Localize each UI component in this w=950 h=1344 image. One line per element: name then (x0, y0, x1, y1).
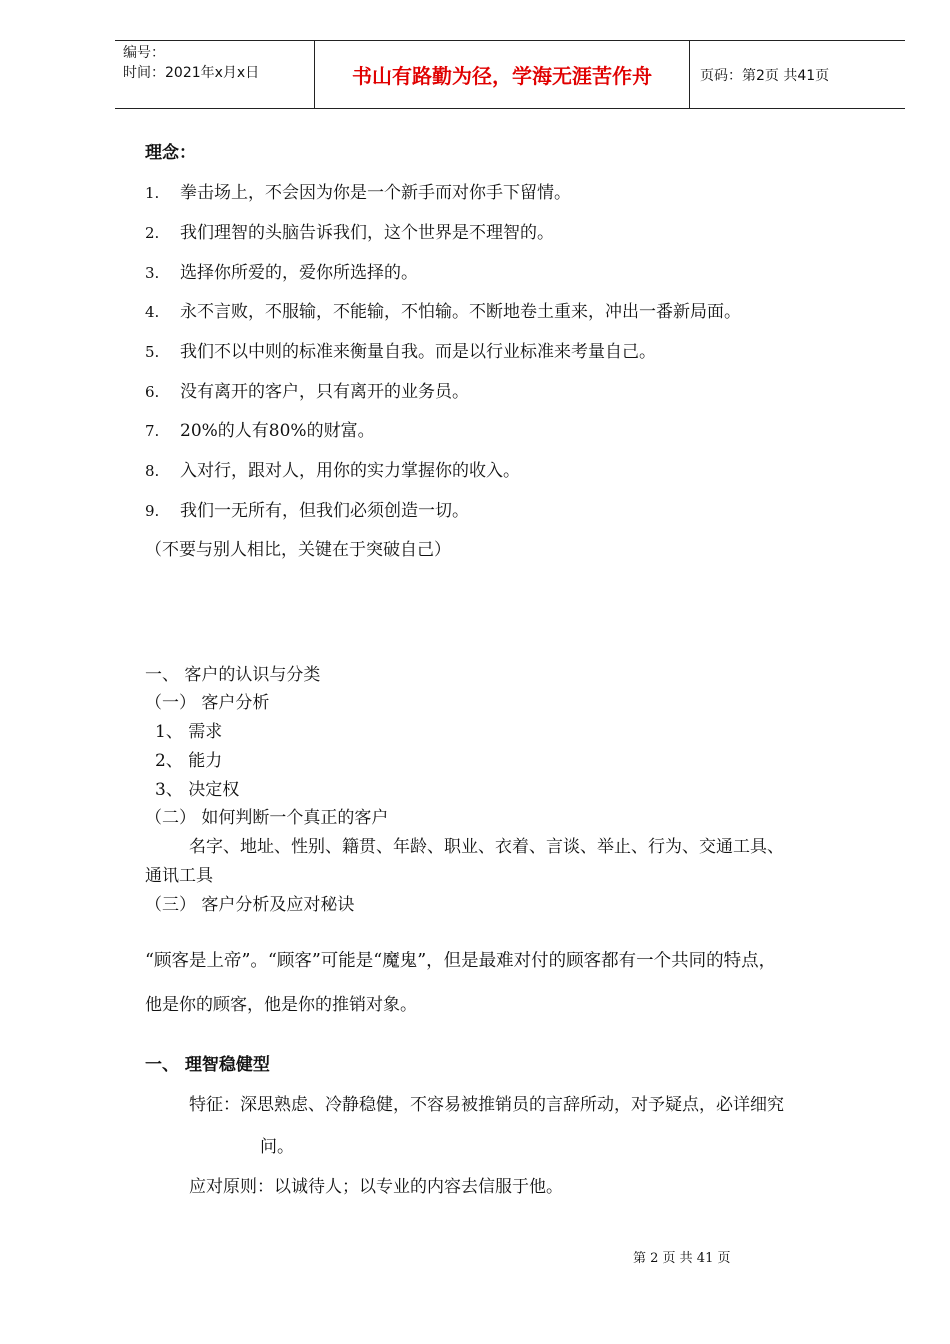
subsection-heading: （一） 客户分析 (145, 693, 270, 713)
header-time: 时间：2021年x月x日 (123, 65, 260, 81)
header-motto: 书山有路勤为径，学海无涯苦作舟 (315, 41, 690, 108)
list-item: 1. 拳击场上，不会因为你是一个新手而对你手下留情。 (145, 183, 571, 203)
list-item: 2、 能力 (155, 751, 223, 771)
header-meta (115, 41, 315, 108)
page-footer: 第 2 页 共 41 页 (633, 1251, 731, 1266)
subsection-heading: （三） 客户分析及应对秘诀 (145, 895, 355, 915)
list-item: 1、 需求 (155, 722, 223, 742)
paragraph-line: 应对原则：以诚待人；以专业的内容去信服于他。 (189, 1177, 563, 1197)
subsection-heading: （二） 如何判断一个真正的客户 (145, 808, 389, 828)
page-header (115, 40, 905, 109)
paragraph-line: 通讯工具 (145, 866, 213, 886)
paragraph-line: 问。 (260, 1137, 294, 1157)
header-page: 页码：第2页 共41页 (700, 67, 830, 84)
list-item: 8. 入对行，跟对人，用你的实力掌握你的收入。 (145, 461, 520, 481)
paragraph-line: “顾客是上帝”。“顾客”可能是“魔鬼”，但是最难对付的顾客都有一个共同的特点， (145, 951, 777, 971)
list-item: 3. 选择你所爱的，爱你所选择的。 (145, 263, 418, 283)
paragraph-line: 他是你的顾客，他是你的推销对象。 (145, 995, 417, 1015)
list-item: 9. 我们一无所有，但我们必须创造一切。 (145, 501, 469, 521)
list-item: 4. 永不言败，不服输，不能输，不怕输。不断地卷土重来，冲出一番新局面。 (145, 302, 741, 322)
list-item: 2. 我们理智的头脑告诉我们，这个世界是不理智的。 (145, 223, 554, 243)
list-item: 7. 20%的人有80%的财富。 (145, 421, 375, 441)
philosophy-title: 理念： (145, 143, 196, 163)
header-number: 编号： (123, 45, 165, 61)
type-heading: 一、 理智稳健型 (145, 1055, 270, 1075)
paragraph-line: 特征：深思熟虑、冷静稳健，不容易被推销员的言辞所动，对予疑点，必详细究 (189, 1095, 784, 1115)
list-item: 3、 决定权 (155, 780, 240, 800)
section-heading: 一、 客户的认识与分类 (145, 665, 321, 685)
paragraph-line: 名字、地址、性别、籍贯、年龄、职业、衣着、言谈、举止、行为、交通工具、 (189, 837, 784, 857)
philosophy-note: （不要与别人相比，关键在于突破自己） (145, 540, 451, 560)
list-item: 5. 我们不以中则的标准来衡量自我。而是以行业标准来考量自己。 (145, 342, 656, 362)
list-item: 6. 没有离开的客户，只有离开的业务员。 (145, 382, 469, 402)
